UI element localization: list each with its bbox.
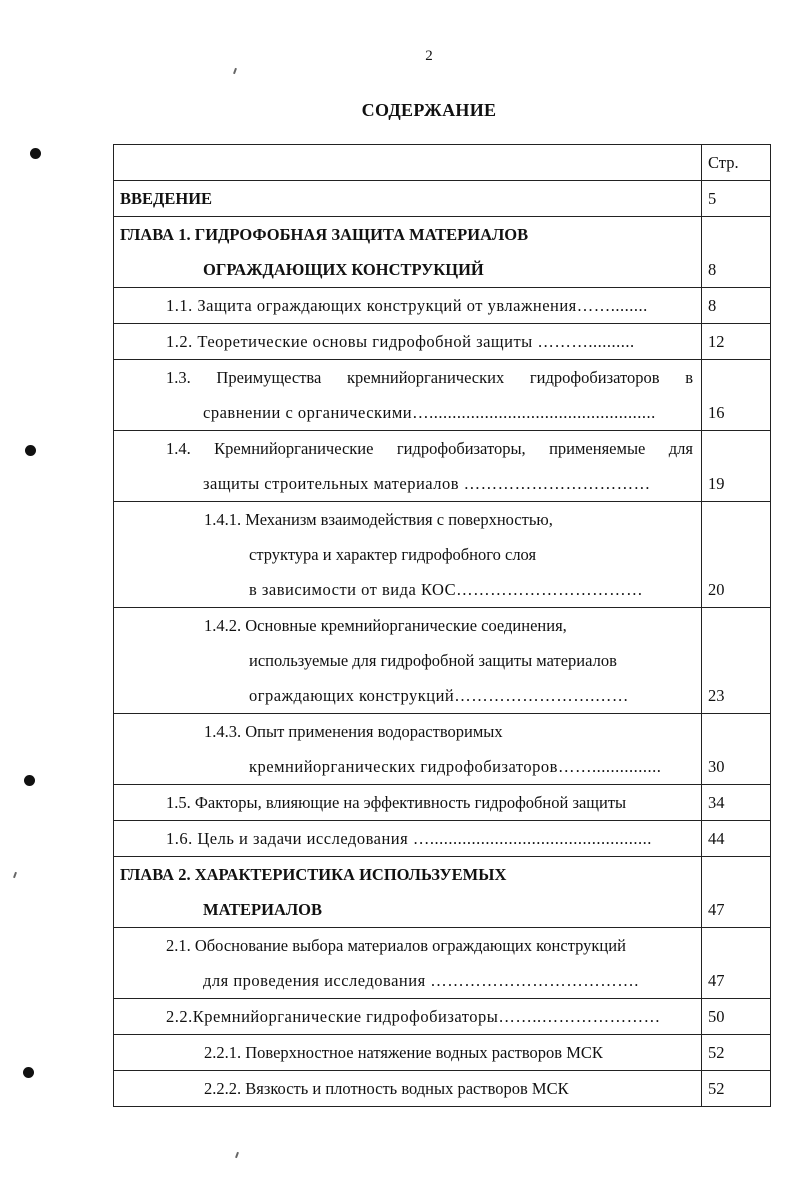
toc-row (114, 857, 771, 928)
toc-entry-1-4-1[interactable]: 1.4.1. Механизм взаимодействия с поверхностью, (204, 510, 553, 529)
toc-entry-chapter-2-cont: МАТЕРИАЛОВ (203, 900, 323, 919)
page-column-header: Стр. (708, 153, 739, 172)
binder-hole-1 (30, 148, 41, 159)
toc-entry-1-4-2[interactable]: 1.4.2. Основные кремнийорганические соединения, (204, 616, 567, 635)
toc-row (114, 288, 771, 324)
toc-row (114, 608, 771, 714)
page-title: СОДЕРЖАНИЕ (361, 100, 497, 120)
toc-page: 52 (708, 1043, 725, 1062)
toc-entry-1-2[interactable]: 1.2. Теоретические основы гидрофобной защиты ……….......... (166, 332, 635, 351)
toc-page: 52 (708, 1079, 725, 1098)
toc-entry-chapter-1-cont: ОГРАЖДАЮЩИХ КОНСТРУКЦИЙ (203, 260, 484, 279)
toc-header-title-cell (114, 145, 702, 181)
toc-row (114, 999, 771, 1035)
toc-page: 8 (708, 296, 717, 315)
binder-hole-3 (24, 775, 35, 786)
toc-row (114, 1035, 771, 1071)
binder-hole-4 (23, 1067, 34, 1078)
toc-row (114, 502, 771, 608)
toc-entry-1-4-2-cont: используемые для гидрофобной защиты материалов (249, 651, 617, 670)
toc-entry-1-4-1-cont: в зависимости от вида КОС…………………………… (249, 580, 644, 599)
toc-page: 47 (708, 971, 725, 990)
toc-entry-2-1[interactable]: 2.1. Обоснование выбора материалов ограждающих конструкций (166, 936, 626, 955)
toc-header-page-cell (702, 145, 771, 181)
toc-entry-2-2[interactable]: 2.2.Кремнийорганические гидрофобизаторы……..………………… (166, 1007, 661, 1026)
toc-entry-1-4-2-cont: ограждающих конструкций…………………….…… (249, 686, 629, 705)
toc-page: 50 (708, 1007, 725, 1026)
toc-entry-1-4-cont: защиты строительных материалов …………………………… (203, 474, 651, 493)
toc-entry-2-2-1[interactable]: 2.2.1. Поверхностное натяжение водных растворов МСК (204, 1043, 603, 1062)
toc-entry-2-1-cont: для проведения исследования ………………………………. (203, 971, 639, 990)
toc-page: 30 (708, 757, 725, 776)
page-number: 2 (425, 48, 433, 64)
toc-row (114, 821, 771, 857)
scan-speck (13, 872, 17, 878)
toc-page: 12 (708, 332, 725, 351)
toc-entry-chapter-2[interactable]: ГЛАВА 2. ХАРАКТЕРИСТИКА ИСПОЛЬЗУЕМЫХ (120, 865, 507, 884)
toc-row (114, 431, 771, 502)
toc-row (114, 181, 771, 217)
toc-page: 16 (708, 403, 725, 422)
toc-page: 20 (708, 580, 725, 599)
binder-hole-2 (25, 445, 36, 456)
toc-entry-1-3-cont: сравнении с органическими…................................................. (203, 403, 656, 422)
toc-page: 19 (708, 474, 725, 493)
toc-row (114, 360, 771, 431)
toc-entry-1-4-3[interactable]: 1.4.3. Опыт применения водорастворимых (204, 722, 503, 741)
toc-page: 5 (708, 189, 717, 208)
toc-entry-2-2-2[interactable]: 2.2.2. Вязкость и плотность водных растворов МСК (204, 1079, 569, 1098)
toc-row (114, 324, 771, 360)
toc-entry-chapter-1[interactable]: ГЛАВА 1. ГИДРОФОБНАЯ ЗАЩИТА МАТЕРИАЛОВ (120, 225, 529, 244)
toc-page: 47 (708, 900, 725, 919)
toc-entry-1-1[interactable]: 1.1. Защита ограждающих конструкций от увлажнения……........ (166, 296, 648, 315)
toc-row (114, 714, 771, 785)
toc-page: 8 (708, 260, 717, 279)
toc-entry-1-4-1-cont: структура и характер гидрофобного слоя (249, 545, 537, 564)
toc-entry-introduction[interactable]: ВВЕДЕНИЕ (120, 189, 213, 208)
scan-speck (235, 1152, 239, 1158)
toc-entry-1-5[interactable]: 1.5. Факторы, влияющие на эффективность гидрофобной защиты (166, 793, 627, 812)
toc-row (114, 217, 771, 288)
toc-entry-1-4-3-cont: кремнийорганических гидрофобизаторов……............... (249, 757, 662, 776)
toc-row (114, 928, 771, 999)
toc-header-row (114, 145, 771, 181)
toc-row (114, 785, 771, 821)
toc-page: 23 (708, 686, 725, 705)
toc-entry-1-3[interactable]: 1.3. Преимущества кремнийорганических гидрофобизаторов в (166, 368, 693, 387)
toc-entry-1-4[interactable]: 1.4. Кремнийорганические гидрофобизаторы, применяемые для (166, 439, 693, 458)
scan-speck (233, 68, 237, 74)
toc-table (113, 144, 771, 1107)
toc-row (114, 1071, 771, 1107)
toc-page: 44 (708, 829, 725, 848)
toc-page: 34 (708, 793, 725, 812)
toc-entry-1-6[interactable]: 1.6. Цель и задачи исследования …................................................ (166, 829, 652, 848)
